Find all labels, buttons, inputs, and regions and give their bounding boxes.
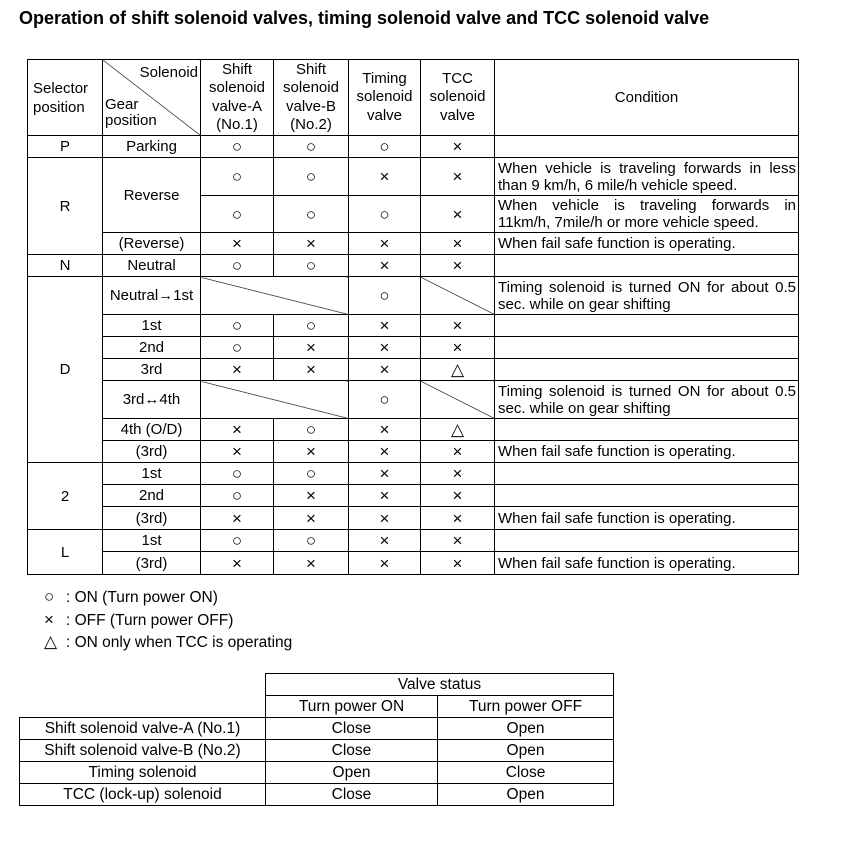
selector-position: L — [28, 530, 103, 575]
shift-b-state: × — [274, 233, 349, 255]
table-row — [28, 158, 799, 196]
condition-cell: When fail safe function is operating. — [495, 507, 799, 530]
valve-status-table — [19, 673, 614, 806]
status-header-row — [20, 674, 614, 696]
condition-cell — [495, 136, 799, 158]
solenoid-operation-table — [27, 59, 799, 575]
tcc-solenoid-state: × — [421, 441, 495, 463]
timing-solenoid-state: ○ — [349, 136, 421, 158]
timing-solenoid-state: × — [349, 359, 421, 381]
shift-a-state: ○ — [201, 136, 274, 158]
timing-solenoid-state: × — [349, 507, 421, 530]
power-on-status: Open — [266, 762, 438, 784]
table-row — [28, 233, 799, 255]
table-row — [20, 718, 614, 740]
table-row — [28, 255, 799, 277]
tcc-solenoid-state: × — [421, 337, 495, 359]
legend-item-off — [44, 609, 292, 632]
blank-cell — [20, 696, 266, 718]
status-subheader-row — [20, 696, 614, 718]
tcc-solenoid-state: △ — [421, 419, 495, 441]
power-off-status: Close — [438, 762, 614, 784]
power-off-status: Open — [438, 740, 614, 762]
tcc-solenoid-state: × — [421, 158, 495, 196]
shift-b-state: ○ — [274, 255, 349, 277]
timing-solenoid-state: × — [349, 485, 421, 507]
shift-b-state: ○ — [274, 136, 349, 158]
col-turn-power-off: Turn power OFF — [438, 696, 614, 718]
table-row — [28, 530, 799, 552]
shift-a-state: × — [201, 359, 274, 381]
shift-a-state: ○ — [201, 255, 274, 277]
timing-solenoid-state: ○ — [349, 381, 421, 419]
tcc-solenoid-state: × — [421, 136, 495, 158]
gear-position: 2nd — [103, 485, 201, 507]
timing-solenoid-state: × — [349, 441, 421, 463]
header-row — [28, 60, 799, 136]
timing-solenoid-state: × — [349, 419, 421, 441]
shift-a-state: ○ — [201, 158, 274, 196]
gear-position: (3rd) — [103, 441, 201, 463]
table-row — [28, 359, 799, 381]
shift-b-state: × — [274, 485, 349, 507]
table-row — [28, 463, 799, 485]
gear-position: (3rd) — [103, 507, 201, 530]
condition-cell — [495, 315, 799, 337]
condition-cell — [495, 359, 799, 381]
condition-cell — [495, 463, 799, 485]
valve-name: Shift solenoid valve-A (No.1) — [20, 718, 266, 740]
timing-solenoid-state: × — [349, 463, 421, 485]
table-row — [28, 381, 799, 419]
table-row — [28, 277, 799, 315]
timing-solenoid-state: ○ — [349, 277, 421, 315]
selector-position: N — [28, 255, 103, 277]
timing-solenoid-state: × — [349, 255, 421, 277]
shift-b-state: × — [274, 552, 349, 575]
header-gear-position: Gear position — [105, 96, 157, 129]
tcc-solenoid-state: × — [421, 255, 495, 277]
legend-text: : ON (Turn power ON) — [66, 589, 218, 606]
valve-name: Shift solenoid valve-B (No.2) — [20, 740, 266, 762]
table-row — [28, 136, 799, 158]
power-on-status: Close — [266, 784, 438, 806]
table-row — [20, 762, 614, 784]
shift-b-state: ○ — [274, 158, 349, 196]
header-shift-solenoid-b: Shift solenoid valve-B (No.2) — [274, 60, 349, 136]
timing-solenoid-state: ○ — [349, 196, 421, 233]
shift-a-state: × — [201, 233, 274, 255]
table-row — [28, 485, 799, 507]
condition-cell: When fail safe function is operating. — [495, 552, 799, 575]
tcc-solenoid-state: × — [421, 530, 495, 552]
shift-a-state: ○ — [201, 463, 274, 485]
condition-cell — [495, 419, 799, 441]
table-row — [20, 784, 614, 806]
shift-b-state: × — [274, 441, 349, 463]
selector-position: R — [28, 158, 103, 255]
table-row — [20, 740, 614, 762]
power-on-status: Close — [266, 740, 438, 762]
gear-position: 4th (O/D) — [103, 419, 201, 441]
header-selector-position: Selector position — [28, 60, 103, 136]
not-applicable-cell — [201, 277, 349, 315]
shift-a-state: × — [201, 441, 274, 463]
not-applicable-cell — [421, 277, 495, 315]
tcc-solenoid-state: × — [421, 463, 495, 485]
shift-a-state: ○ — [201, 315, 274, 337]
condition-cell: When vehicle is traveling forwards in 11km/h, 7mile/h or more vehicle speed. — [495, 196, 799, 233]
gear-position: 3rd↔4th — [103, 381, 201, 419]
gear-position: 1st — [103, 463, 201, 485]
legend-item-on — [44, 586, 292, 609]
selector-position: 2 — [28, 463, 103, 530]
condition-cell: When fail safe function is operating. — [495, 233, 799, 255]
shift-a-state: ○ — [201, 485, 274, 507]
not-applicable-cell — [201, 381, 349, 419]
shift-a-state: ○ — [201, 337, 274, 359]
shift-b-state: ○ — [274, 463, 349, 485]
condition-cell: When vehicle is traveling forwards in less than 9 km/h, 6 mile/h vehicle speed. — [495, 158, 799, 196]
gear-position: 1st — [103, 530, 201, 552]
condition-cell — [495, 255, 799, 277]
off-symbol-icon: × — [44, 609, 54, 629]
not-applicable-cell — [421, 381, 495, 419]
header-shift-solenoid-a: Shift solenoid valve-A (No.1) — [201, 60, 274, 136]
shift-a-state: ○ — [201, 196, 274, 233]
tcc-solenoid-state: × — [421, 552, 495, 575]
gear-position: (Reverse) — [103, 233, 201, 255]
power-off-status: Open — [438, 784, 614, 806]
condition-cell — [495, 530, 799, 552]
shift-b-state: ○ — [274, 419, 349, 441]
power-off-status: Open — [438, 718, 614, 740]
gear-position: Parking — [103, 136, 201, 158]
shift-a-state: × — [201, 507, 274, 530]
tcc-symbol-icon: △ — [44, 632, 58, 651]
shift-b-state: × — [274, 337, 349, 359]
table-row — [28, 419, 799, 441]
condition-cell: When fail safe function is operating. — [495, 441, 799, 463]
timing-solenoid-state: × — [349, 337, 421, 359]
condition-cell: Timing solenoid is turned ON for about 0.5 sec. while on gear shifting — [495, 381, 799, 419]
gear-position: 2nd — [103, 337, 201, 359]
tcc-solenoid-state: △ — [421, 359, 495, 381]
power-on-status: Close — [266, 718, 438, 740]
table-row — [28, 507, 799, 530]
condition-cell: Timing solenoid is turned ON for about 0.5 sec. while on gear shifting — [495, 277, 799, 315]
legend — [44, 586, 292, 654]
table-row — [28, 552, 799, 575]
timing-solenoid-state: × — [349, 530, 421, 552]
timing-solenoid-state: × — [349, 233, 421, 255]
header-timing-solenoid: Timing solenoid valve — [349, 60, 421, 136]
header-solenoid: Solenoid — [139, 64, 198, 81]
tcc-solenoid-state: × — [421, 315, 495, 337]
table-row — [28, 315, 799, 337]
valve-name: TCC (lock-up) solenoid — [20, 784, 266, 806]
shift-b-state: ○ — [274, 196, 349, 233]
blank-cell — [20, 674, 266, 696]
tcc-solenoid-state: × — [421, 485, 495, 507]
tcc-solenoid-state: × — [421, 196, 495, 233]
timing-solenoid-state: × — [349, 315, 421, 337]
gear-position: Reverse — [103, 158, 201, 233]
selector-position: P — [28, 136, 103, 158]
gear-position: Neutral→1st — [103, 277, 201, 315]
shift-a-state: × — [201, 419, 274, 441]
valve-name: Timing solenoid — [20, 762, 266, 784]
on-symbol-icon: ○ — [44, 587, 55, 606]
col-turn-power-on: Turn power ON — [266, 696, 438, 718]
table-body — [28, 136, 799, 575]
shift-b-state: × — [274, 507, 349, 530]
gear-position: 3rd — [103, 359, 201, 381]
header-solenoid-gear-corner — [103, 60, 201, 136]
shift-a-state: ○ — [201, 530, 274, 552]
gear-position: Neutral — [103, 255, 201, 277]
valve-status-header: Valve status — [266, 674, 614, 696]
shift-b-state: × — [274, 359, 349, 381]
gear-position: (3rd) — [103, 552, 201, 575]
header-tcc-solenoid: TCC solenoid valve — [421, 60, 495, 136]
shift-b-state: ○ — [274, 315, 349, 337]
tcc-solenoid-state: × — [421, 233, 495, 255]
page-title: Operation of shift solenoid valves, timing solenoid valve and TCC solenoid valve — [19, 8, 710, 28]
legend-item-tcc — [44, 631, 292, 654]
condition-cell — [495, 337, 799, 359]
timing-solenoid-state: × — [349, 158, 421, 196]
selector-position: D — [28, 277, 103, 463]
shift-b-state: ○ — [274, 530, 349, 552]
timing-solenoid-state: × — [349, 552, 421, 575]
gear-position: 1st — [103, 315, 201, 337]
header-condition: Condition — [495, 60, 799, 136]
tcc-solenoid-state: × — [421, 507, 495, 530]
legend-text: : ON only when TCC is operating — [66, 634, 293, 651]
legend-text: : OFF (Turn power OFF) — [66, 611, 234, 629]
table-row — [28, 441, 799, 463]
table-row — [28, 337, 799, 359]
shift-a-state: × — [201, 552, 274, 575]
condition-cell — [495, 485, 799, 507]
